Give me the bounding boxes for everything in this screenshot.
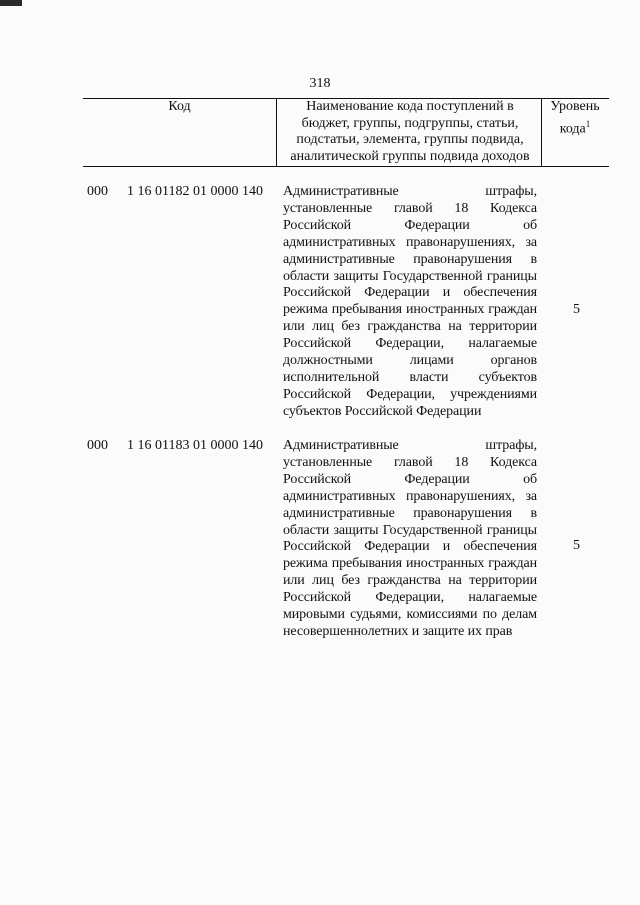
income-code: 1 16 01183 01 0000 140 <box>127 438 263 453</box>
scan-artifact <box>0 0 22 6</box>
income-name: Административные штрафы, установленные главой 18 Кодекса Российской Федерации об административных правонарушениях, за административные правонарушения в области защиты Государственной границы Российской Федерации и обеспечения режима пребывания иностранных граждан или лиц без гражданства на территории Российской Федерации, налагаемые должностными лицами органов исполнительной власти субъектов Российской Федерации, учреждениями субъектов Российской Федерации <box>283 184 537 419</box>
header-code: Код <box>168 99 191 114</box>
code-level: 5 <box>573 302 580 317</box>
income-code: 1 16 01182 01 0000 140 <box>127 184 263 199</box>
admin-code: 000 <box>87 438 108 453</box>
admin-code: 000 <box>87 184 108 199</box>
header-bottom-border <box>83 166 609 167</box>
column-divider <box>276 98 277 167</box>
footnote-marker: 1 <box>585 118 591 129</box>
income-name: Административные штрафы, установленные главой 18 Кодекса Российской Федерации об административных правонарушениях, за административные правонарушения в области защиты Государственной границы Российской Федерации и обеспечения режима пребывания иностранных граждан или лиц без гражданства на территории Российской Федерации, налагаемые мировыми судьями, комиссиями по делам несовершеннолетних и защите их прав <box>283 438 537 639</box>
header-level-label: Уровень кода <box>550 99 600 137</box>
page-number: 318 <box>309 76 331 91</box>
header-level <box>542 99 608 138</box>
header-name: Наименование кода поступлений в бюджет, группы, подгруппы, статьи, подстатьи, элемента, группы подвида, аналитической группы подвида доходов <box>290 99 530 164</box>
code-level: 5 <box>573 538 580 553</box>
